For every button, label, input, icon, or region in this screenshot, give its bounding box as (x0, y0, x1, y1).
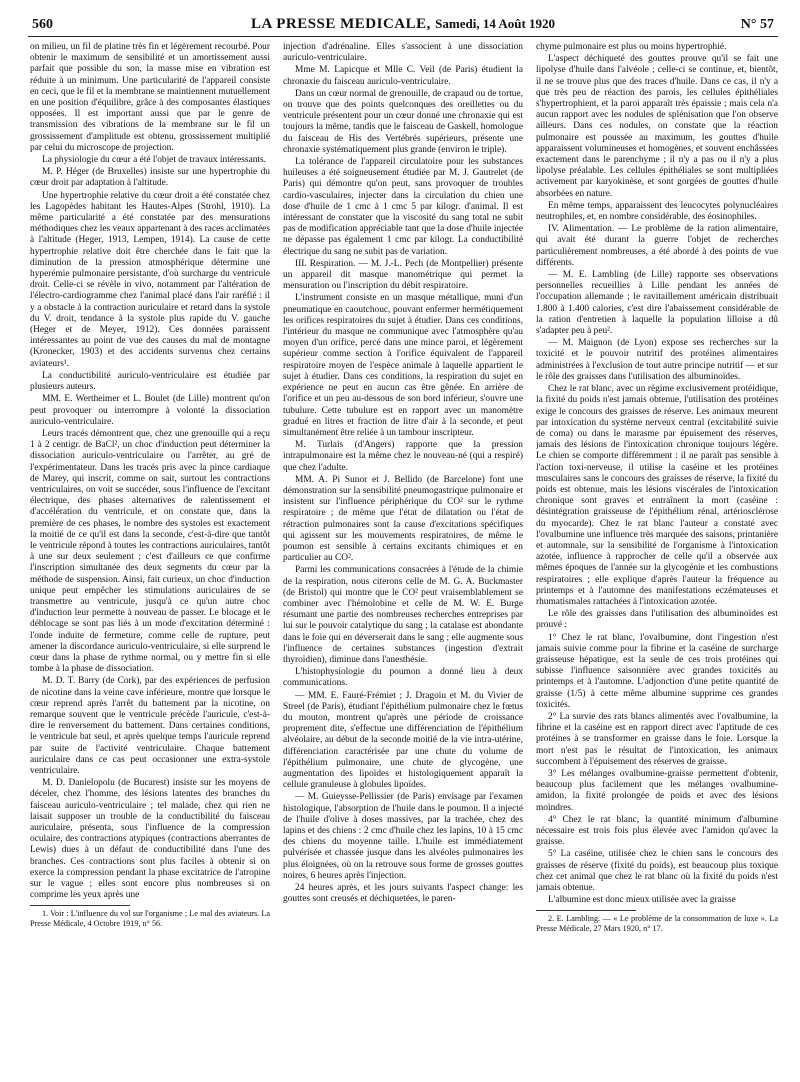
issue-number: N° 57 (740, 17, 774, 32)
footnote: 2. E. Lambling. — « Le problème de la consommation de luxe ». La Presse Médicale, 27 Mars 1920, n° 17. (536, 914, 778, 934)
paragraph: 3° Les mélanges ovalbumine-graisse permettent d'obtenir, beaucoup plus facilement que les mélanges ovalbumine-amidon, la fixité prolongée de poids et avec des lésions moindres. (536, 769, 778, 813)
column-left (30, 42, 270, 1072)
paragraph: M. Turlais (d'Angers) rapporte que la pression intrapulmonaire est la même chez le nouveau-né (qui a respiré) que chez l'adulte. (283, 440, 523, 473)
paragraph: M. P. Héger (de Bruxelles) insiste sur une hypertrophie du cœur droit par adaptation à l'altitude. (30, 167, 270, 189)
page-number: 560 (32, 17, 53, 32)
paragraph: La conductibilité auriculo-ventriculaire est étudiée par plusieurs auteurs. (30, 370, 270, 393)
paragraph: Dans un cœur normal de grenouille, de crapaud ou de tortue, on trouve que des points quelconques des oreillettes ou du ventricule présentent pour un cœur donné une chronaxie qui est toujours la même, tandis que le faisceau de Gaskell, homologue du faisceau de His des Vertébrés supérieurs, présente une chronaxie systématiquement plus grande (environ le triple). (283, 88, 523, 155)
paragraph: Une hypertrophie relative du cœur droit a été constatée chez les Lagopèdes habitant les Hautes-Alpes (Strohl, 1910). La même particularité a été constatée par des mensurations méthodiques chez les veaux appartenant à des races acclimatées à l'altitude (Heger, 1913, Lempen, 1914). La cause de cette hypertrophie relative doit être cherchée dans le fait que la diminution de la pression atmosphérique détermine une hyperémie pulmonaire persistante, d'où surcharge du ventricule droit. Celle-ci se révèle in vivo, notamment par l'altération de l'électro-cardiogramme chez l'animal placé dans l'air raréfié : il y a obstacle à la contraction auriculaire et retard dans la systole du V. droit, tendance à la systole plus rapide du V. gauche (Heger et de Meyer, 1912). Ces données paraissent intéressantes au point de vue des causes du mal de montagne (Kronecker, 1903) et des accidents survenus chez certains aviateurs¹. (30, 190, 270, 369)
journal-name: LA PRESSE MEDICALE, (250, 16, 431, 32)
paragraph: L'albumine est donc mieux utilisée avec la graisse (548, 895, 736, 906)
column-middle (283, 42, 523, 1072)
paragraph: on milieu, un fil de platine très fin et légèrement recourbé. Pour obtenir le maximum de sensibilité et un amortissement aussi parfait que possible du son, la masse mise en vibration est réduite à un minimum. Une particularité de l'appareil consiste en ceci, que le fil et la membrane se maintiennent mutuellement en une position d'équilibre, grâce à des composantes élastiques opposées. Il est important aussi que par le genre de transmission des vibrations de la membrane sur le fil un grossissement d'amplitude est obtenu, grossissement multiplié par celui du microscope de projection. (30, 42, 270, 153)
footnote-rule (536, 910, 636, 911)
paragraph: M. D. Danielopolu (de Bucarest) insiste sur les moyens de déceler, chez l'homme, des lésions latentes des branches du faisceau auriculo-ventriculaire ; tel malade, chez qui rien ne laisait supposer un trouble de la conductibilité du faisceau auriculaire, présenta, sous l'influence de la compression oculaire, des contractions atypiques (contractions aberrantes de Lewis) dues à un défaut de conductibilité dans l'une des branches. Ces contractions sont plus faciles à obtenir si on exerce la compression pendant la phase excitatrice de l'atropine sur le vague ; elles sont encore plus nombreuses si on comprime les yeux après une (30, 778, 270, 901)
paragraph: — MM. E. Fauré-Frémiet ; J. Dragoiu et M. du Vivier de Streel (de Paris), étudiant l'épithélium pulmonaire chez le fœtus du mouton, montrent qu'après une période de croissance proprement dite, s'effectue une différenciation de l'épithélium alvéolaire, au début de la seconde moitié de la vie intra-utérine, différenciation caractérisée par une chute du volume de l'épithélium pulmonaire, une chute de glycogène, une augmentation des lipoïdes et histologiquement apparaît la cellule granuleuse à globules lipoïdes. (283, 690, 523, 791)
paragraph: La physiologie du cœur a été l'objet de travaux intéressants. (42, 155, 267, 166)
paragraph: 1° Chez le rat blanc, l'ovalbumine, dont l'ingestion n'est jamais suivie comme pour la fibrine et la caséine de surcharge graisseuse hépatique, est la seule de ces trois protéines qui subisse l'influence saisonnière avec grandes toxicités au printemps et à l'automne. L'adjonction d'une petite quantité de graisse (1/5) à cette même albumine supprime ces grandes toxicités. (536, 632, 778, 710)
paragraph: 24 heures après, et les jours suivants l'aspect change: les gouttes sont creusés et déchiquetées, le paren- (283, 883, 523, 905)
journal-title-line (28, 16, 778, 33)
paragraph: — M. E. Lambling (de Lille) rapporte ses observations personnelles recueillies à Lille pendant les années de l'occupation allemande ; le ravitaillement américain distribuait 1.800 à 1.400 calories, c'est dire l'abaissement considérable de la ration d'entretien à laquelle la population lilloise a dû s'adapter peu à peu². (536, 270, 778, 337)
paragraph: Leurs tracés démontrent que, chez une grenouille qui a reçu 1 à 2 centigr. de BaCl², un choc d'induction peut déterminer la dissociation auriculo-ventriculaire ou l'arrêter, au gré de l'expérimentateur. Dans les tracés pris avec la pince cardiaque de Marey, qui inscrit, comme on sait, surtout les contractions ventriculaires, on voit se succéder, sous l'influence de l'excitant électrique, des phases alternatives de ralentissement et d'accélération du ventricule, et on constate que, dans la première de ces phases, le nombre des systoles est exactement la moitié de ce qu'il est dans la seconde, c'est-à-dire que tantôt le ventricule répond à toutes les contractions auriculaires, tantôt à une sur deux seulement ; c'est d'ailleurs ce que confirme l'inscription simultanée des deux segments du cœur par la méthode de suspension. Ainsi, fait curieux, un choc d'induction unique peut empêcher les stimulations auriculaires de se transmettre au ventricule, jusqu'à ce qu'un autre choc d'induction leur permette à nouveau de passer. Le blocage et le déblocage se sont pas liés à un mode d'excitation déterminé : l'onde induite de fermeture, comme celle de rupture, peut amener la discordance auriculo-ventriculaire, si elle surprend le cœur dans la phase de rythme normal, ou y mettre fin si elle tombe à la phase de dissociation. (30, 428, 270, 675)
paragraph: III. Respiration. — M. J.-L. Pech (de Montpellier) présente un appareil dit masque manométrique qui permet la mensuration ou l'inscription du débit respiratoire. (283, 258, 523, 292)
paragraph: IV. Alimentation. — Le problème de la ration alimentaire, qui avait été durant la guerre l'objet de recherches particulièrement nombreuses, a été abordé à des points de vue différents. (536, 224, 778, 268)
paragraph: — M. Maignon (de Lyon) expose ses recherches sur la toxicité et le pouvoir nutritif des protéines alimentaires administrées à l'exclusion de tout autre principe nutritif — et sur le rôle des graisses dans l'utilisation des albuminoïdes. (536, 338, 778, 382)
page-header (28, 14, 778, 37)
paragraph: 2° La survie des rats blancs alimentés avec l'ovalbumine, la fibrine et la caséine est en rapport direct avec l'aptitude de ces protéines à se transformer en graisse dans le foie. Lorsque la mort n'est pas le résultat de l'intoxication, les animaux succombent à l'épuisement des réserves de graisse. (536, 711, 778, 767)
paragraph: MM. A. Pi Sunor et J. Bellido (de Barcelone) font une démonstration sur la sensibilité pneumogastrique pulmonaire et insistent sur l'influence périphérique du CO² sur le rythme respiratoire ; de même que l'état de dilatation ou l'état de rétraction pulmonaires sont la cause d'excitations spécifiques qui agissent sur les mouvements respiratoires, de même le poumon est sensible à certains excitants chimiques et en particulier au CO². (283, 474, 523, 564)
paragraph: chyme pulmonaire est plus ou moins hypertrophié. (536, 42, 727, 52)
paragraph: La tolérance de l'appareil circulatoire pour les substances huileuses a été soigneusement étudiée par M. J. Gautrelet (de Paris) qui démontre qu'on peut, sans provoquer de troubles cardio-vasculaires, injecter dans la circulation du chien une dose d'huile de 1 cmc à 1 cmc 5 par kilogr. d'animal. Il est intéressant de constater que la viscosité du sang total ne subit pas de modification appréciable tant que la dose d'huile injectée ne dépasse pas également 1 cmc par kilogr. La conductibilité électrique du sang ne subit pas de variation. (283, 157, 523, 257)
paragraph: — M. Guieysse-Pellissier (de Paris) envisage par l'examen histologique, l'absorption de l'huile dans le poumon. Il a injecté de l'huile d'olive à doses massives, par la trachée, chez des lapins et des chiens : 2 cmc d'huile chez les lapins, 10 à 15 cmc des chiens du moyenne taille. L'huile est immédiatement pulvérisée et chassée jusque dans les alvéoles pulmonaires les plus éloignées, où on la retrouve sous forme de grosses gouttes noires, 6 heures après l'injection. (283, 792, 523, 881)
paragraph: Mme M. Lapicque et Mlle C. Veil (de Paris) étudient la chronaxie du faisceau auriculo-ventriculaire. (283, 65, 523, 87)
paragraph: L'histophysiologie du poumon a donné lieu à deux communications. (283, 667, 523, 689)
footnote-rule (30, 905, 130, 906)
paragraph: Parmi les communications consacrées à l'étude de la chimie de la respiration, nous citerons celle de M. G. A. Buckmaster (de Bristol) qui montre que le CO² peut vraisemblablement se combiner avec l'hémolobine et celle de M. W. E. Burge résumant une partie des nombreuses recherches entreprises par lui sur le pouvoir catalytique du sang ; la catalase est abondante dans le foie qui en déverserait dans le sang ; elle augmente sous l'influence de certaines substances (ingestion d'extrait thyroïdien), diminue dans l'anesthésie. (283, 565, 523, 665)
column-right (536, 42, 778, 1072)
paragraph: Le rôle des graisses dans l'utilisation des albuminoïdes est prouvé : (536, 609, 778, 631)
paragraph: L'instrument consiste en un masque métallique, muni d'un pneumatique en caoutchouc, pouvant enfermer hermétiquement les orifices respiratoires du sujet à étudier. Dans ces conditions, l'intérieur du masque ne communique avec l'atmosphère qu'au moyen d'un orifice, percé dans une mince paroi, et légèrement supérieur comme section à l'orifice équivalent de l'appareil respiratoire moyen de l'espèce animale à laquelle appartient le sujet à étudier. Dans ces conditions, la respiration du sujet en expérience ne peut en aucun cas être gênée. En arrière de l'orifice et un peu au-dessous de son bord inférieur, s'ouvre une tubulure. Cette tubulure est en rapport avec un manomètre gradué en litres et fraction de litre d'air à la seconde, et peut simultanément être reliée à un tambour inscripteur. (283, 293, 523, 438)
footnote: 1. Voir : L'influence du vol sur l'organisme ; Le mal des aviateurs. La Presse Médicale, 4 Octobre 1919, n° 56. (30, 909, 270, 929)
paragraph: M. D. T. Barry (de Cork), par des expériences de perfusion de nicotine dans la veine cave inférieure, montre que lorsque le cœur reprend après l'arrêt du battement par la nicotine, on remarque souvent que le ventricule précède l'auricule, c'est-à-dire le renversement du battement. Dans certaines conditions, le ventricule bat seul, et après quelque temps l'auricule reprend par suite de l'activité ventriculaire. Chaque battement auriculaire dans ce cas peut occasionner une extra-systole ventriculaire. (30, 676, 270, 776)
paragraph: L'aspect déchiqueté des gouttes prouve qu'il se fait une lipolyse d'huile dans l'alvéole ; celle-ci se continue, et, bientôt, il ne se trouve plus que des traces d'huile. Dans ce cas, il n'y a que très peu de réaction des parois, les cellules épithéliales s'hypertrophient, et la paroi apparaît très épaissie ; mais cela n'a aucun rapport avec les nodules de splénisation que l'on observe ailleurs. Dans ces nodules, on constate que la réaction pulmonaire est poussée au maximum, les gouttes d'huile apparaissent volumineuses et homogènes, et souvent enchâssées exactement dans le parenchyme ; il n'y a pas ou il n'y a plus lipolyse préalable. Les cellules épithéliales se sont multipliées activement par karyokinèse, et sont gorgées de gouttes d'huile absorbées en nature. (536, 54, 778, 199)
issue-date: Samedi, 14 Août 1920 (435, 16, 556, 31)
paragraph: MM. E. Wertheimer et L. Boulet (de Lille) montrent qu'on peut provoquer ou interrompre à volonté la dissociation auriculo-ventriculaire. (30, 394, 270, 427)
paragraph: Chez le rat blanc, avec un régime exclusivement protéidique, la fixité du poids n'est jamais obtenue, l'utilisation des protéines exige le concours des graisses de réserve. Les animaux meurent par intoxication du système nerveux central (excitabilité suivie de coma) ou dans le marasme par épuisement des réserves, jamais des lésions de l'intoxication chronique toujours légère. Le chien se comporte différemment : il ne paraît pas sensible à l'action toxi-nerveuse, il utilise la caséine et les protéines musculaires sans le concours des graisses de réserve, la fixité du poids est obtenue, mais les lésions viscérales de l'intoxication chronique sont graves et entraînent la mort (caséine : désintégration graisseuse de l'épithélium rénal, artériosclérose du myocarde). Chez le rat blanc l'auteur a constaté avec l'ovalbumine une influence très marquée des saisons, printanière et automnale, sur la sensibilité de l'organisme à l'intoxication azotée, influence à rapprocher de celle qu'il a observée aux mêmes époques de l'année sur la glycogénie et les combustions respiratoires ; elle explique d'après l'auteur la fréquence au printemps et à l'automne des manifestations eczémateuses et rhumatismales rattachées à l'intoxication azotée. (536, 384, 778, 607)
paragraph: En même temps, apparaissent des leucocytes polynucléaires neutrophiles, et, en nombre considérable, des éosinophiles. (536, 200, 778, 223)
paragraph: 5° La caséine, utilisée chez le chien sans le concours des graisses de réserve (fixité du poids), est beaucoup plus toxique chez cet animal que chez le rat blanc où la fixité du poids n'est jamais obtenue. (536, 849, 778, 894)
paragraph: 4° Chez le rat blanc, la quantité minimum d'albumine nécessaire est trois fois plus élevée avec l'amidon qu'avec la graisse. (536, 814, 778, 848)
paragraph: injection d'adrénaline. Elles s'associent à une dissociation auriculo-ventriculaire. (283, 42, 523, 64)
